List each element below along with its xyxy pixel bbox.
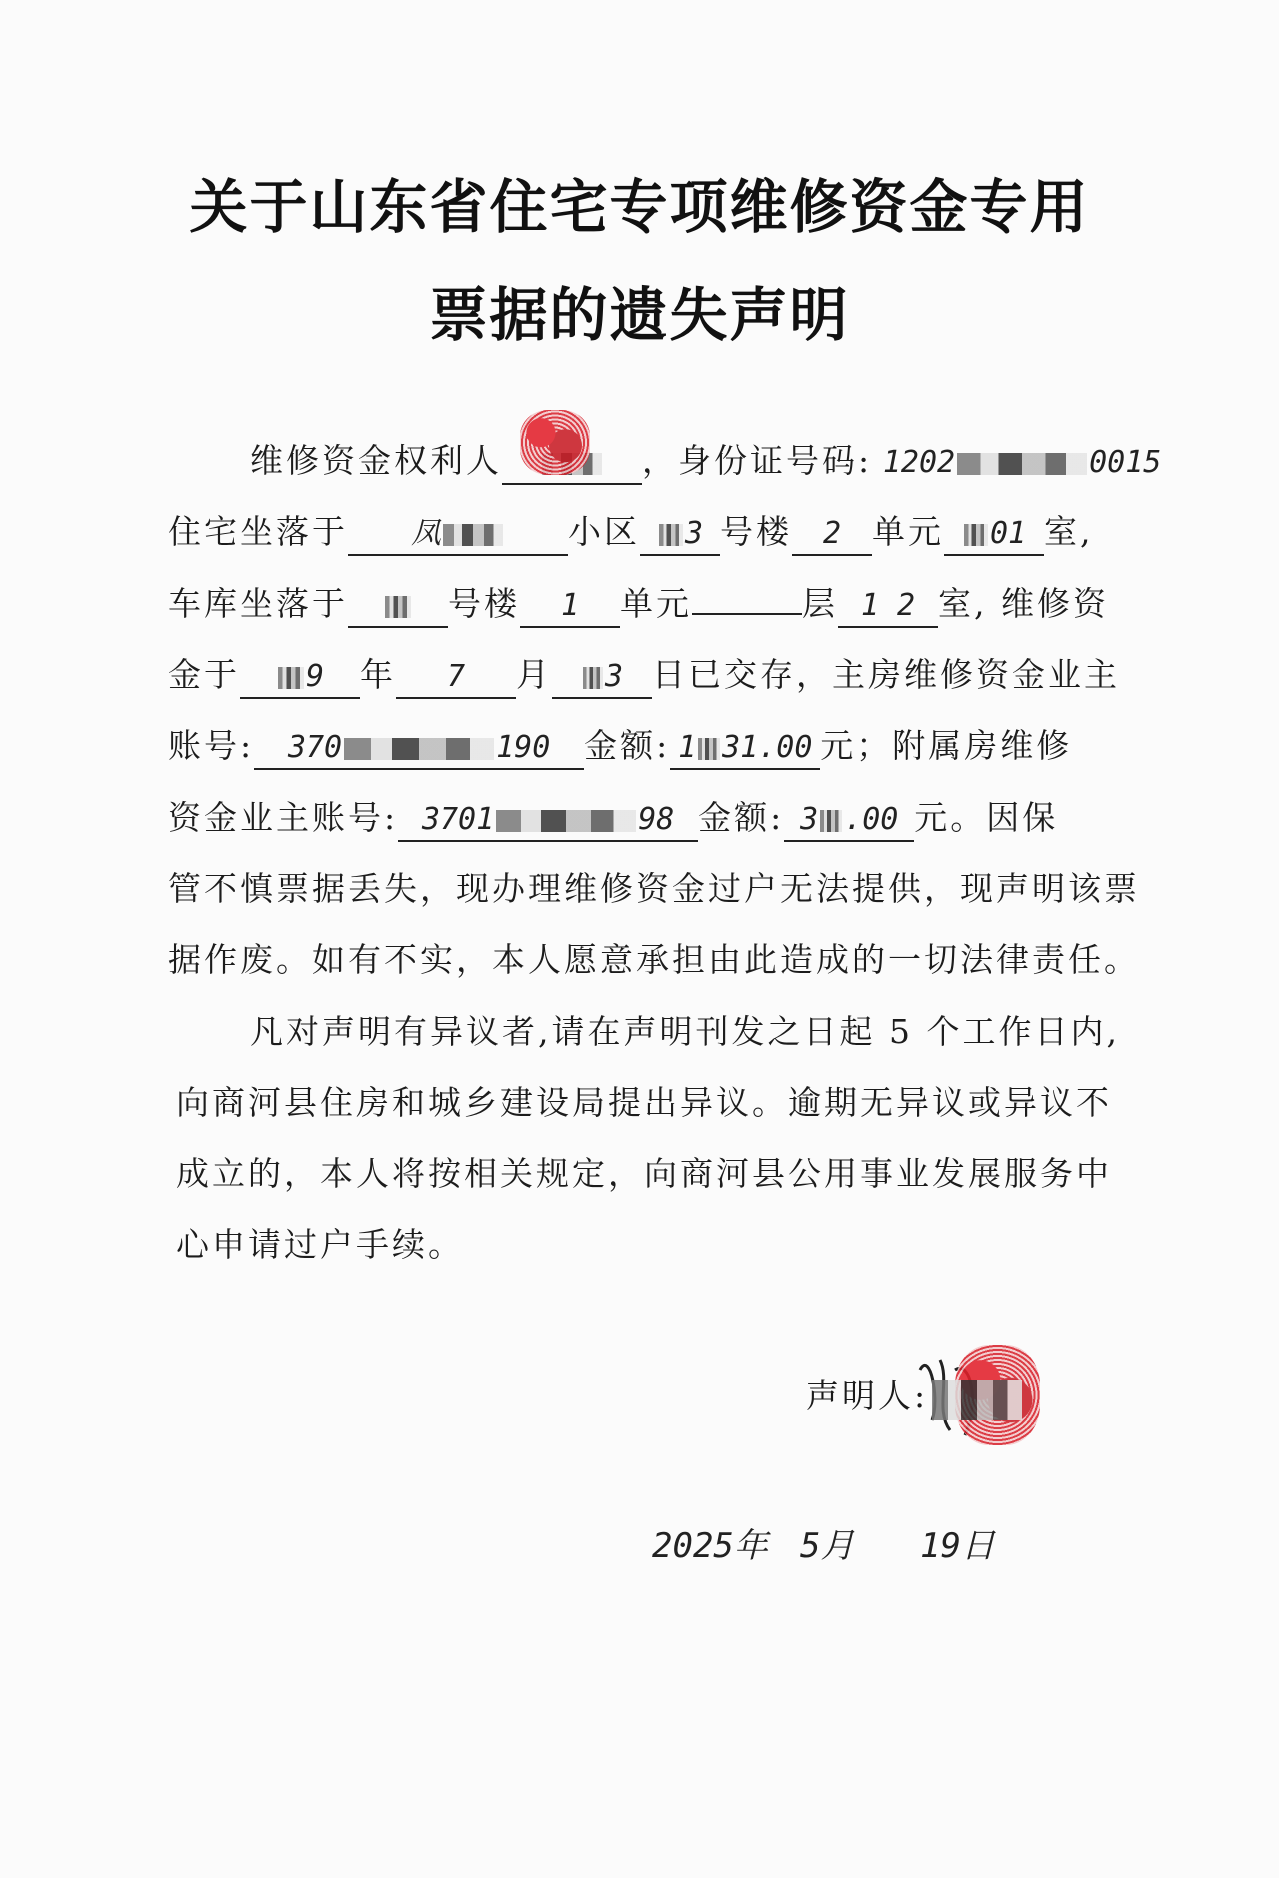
redacted-signature — [932, 1380, 1022, 1420]
room-field: 01 — [944, 514, 1044, 556]
garage-room-field: 1 2 — [838, 586, 938, 628]
label-annex-owner-account: 资金业主账号: — [168, 798, 399, 837]
date-day: 19日 — [920, 1526, 995, 1566]
garage-building-field — [348, 586, 448, 628]
deposit-year-field: 9 — [240, 657, 360, 699]
label-room: 室, — [1044, 512, 1094, 551]
main-account-field: 370 190 — [254, 728, 584, 770]
garage-unit-field: 1 — [520, 586, 620, 628]
label-residence-location: 住宅坐落于 — [168, 512, 348, 551]
label-garage-room: 室, 维修资 — [938, 584, 1109, 623]
label-deposited: 日已交存，主房维修资金业主 — [652, 655, 1120, 694]
label-rights-holder: 维修资金权利人 — [250, 441, 502, 480]
paragraph1-line1 — [250, 438, 1172, 484]
garage-floor-field — [692, 613, 802, 615]
signatory-label: 声明人: — [806, 1376, 929, 1415]
fingerprint-seal-top — [520, 410, 590, 475]
label-annex-amount: 金额: — [698, 798, 785, 837]
date-month: 5月 — [800, 1526, 855, 1566]
deposit-day-field: 3 — [552, 657, 652, 699]
label-garage-building: 号楼 — [448, 584, 520, 623]
label-floor: 层 — [802, 584, 838, 623]
community-field: 凤 — [348, 514, 568, 556]
label-garage-location: 车库坐落于 — [168, 584, 348, 623]
paragraph1-line7: 管不慎票据丢失，现办理维修资金过户无法提供，现声明该票 — [168, 869, 1140, 908]
building-field: 3 — [640, 514, 720, 556]
annex-amount-field: 3 .00 — [784, 800, 914, 842]
label-unit: 单元 — [872, 512, 944, 551]
label-year: 年 — [360, 655, 396, 694]
paragraph1-line8: 据作废。如有不实，本人愿意承担由此造成的一切法律责任。 — [168, 940, 1140, 979]
paragraph2-line1: 凡对声明有异议者,请在声明刊发之日起 5 个工作日内, — [250, 1012, 1120, 1051]
paragraph1-line5 — [168, 723, 1072, 769]
deposit-month-field: 7 — [396, 657, 516, 699]
label-month: 月 — [516, 655, 552, 694]
document-title-line1: 关于山东省住宅专项维修资金专用 — [189, 173, 1090, 241]
paragraph1-line6 — [168, 795, 1058, 841]
label-funds-on: 金于 — [168, 655, 240, 694]
paragraph1-line2 — [168, 509, 1094, 555]
label-garage-unit: 单元 — [620, 584, 692, 623]
main-amount-field: 1 31.00 — [670, 728, 820, 770]
paragraph1-line4 — [168, 652, 1120, 698]
label-annex-account: 元；附属房维修 — [820, 726, 1073, 765]
date-year: 2025年 — [652, 1526, 768, 1566]
unit-field: 2 — [792, 514, 872, 556]
paragraph2-line2: 向商河县住房和城乡建设局提出异议。逾期无异议或异议不 — [176, 1083, 1112, 1122]
label-amount: 金额: — [584, 726, 671, 765]
document-title-line2: 票据的遗失声明 — [429, 281, 850, 349]
id-number-field: 1202 0015 — [882, 445, 1162, 480]
label-id-number: ，身份证号码: — [642, 441, 873, 480]
annex-account-field: 3701 98 — [398, 800, 698, 842]
label-building: 号楼 — [720, 512, 792, 551]
label-reason: 元。因保 — [914, 798, 1059, 837]
paragraph2-line3: 成立的，本人将按相关规定，向商河县公用事业发展服务中 — [176, 1154, 1112, 1193]
label-community: 小区 — [568, 512, 640, 551]
paragraph2-line4: 心申请过户手续。 — [176, 1225, 464, 1264]
paragraph1-line3 — [168, 581, 1109, 627]
label-account: 账号: — [168, 726, 255, 765]
